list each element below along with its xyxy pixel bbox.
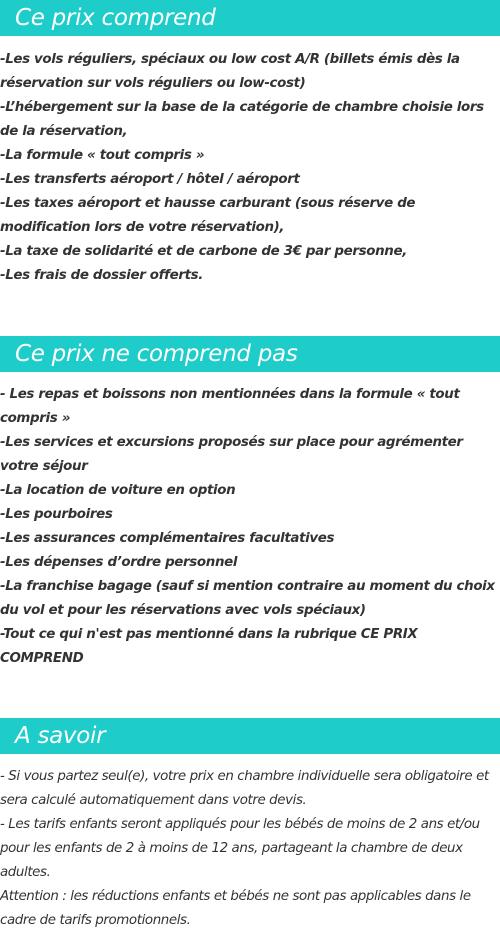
section-header-ce-prix-comprend: Ce prix comprend bbox=[0, 0, 500, 36]
list-item: -Les frais de dossier offerts. bbox=[0, 268, 203, 283]
list-item: -La taxe de solidarité et de carbone de 3€ par personne, bbox=[0, 244, 407, 259]
list-item: -Les assurances complémentaires facultatives bbox=[0, 531, 335, 546]
list-item: -L’hébergement sur la base de la catégorie de chambre choisie lors de la réservation, bbox=[0, 100, 484, 139]
info-list bbox=[0, 765, 500, 933]
included-list bbox=[0, 48, 500, 288]
list-item: -La franchise bagage (sauf si mention contraire au moment du choix du vol et pour les réservations avec vols spéciaux) bbox=[0, 579, 495, 618]
list-item: - Les tarifs enfants seront appliqués pour les bébés de moins de 2 ans et/ou pour les enfants de 2 à moins de 12 ans, partageant la chambre de deux adultes. bbox=[0, 817, 480, 880]
list-item: -La formule « tout compris » bbox=[0, 148, 205, 163]
list-item: -Les transferts aéroport / hôtel / aéroport bbox=[0, 172, 300, 187]
list-item: -Les pourboires bbox=[0, 507, 113, 522]
list-item: -Tout ce qui n'est pas mentionné dans la rubrique CE PRIX COMPREND bbox=[0, 627, 418, 666]
list-item: -Les vols réguliers, spéciaux ou low cost A/R (billets émis dès la réservation sur vols réguliers ou low-cost) bbox=[0, 52, 460, 91]
list-item: -La location de voiture en option bbox=[0, 483, 236, 498]
list-item: - Si vous partez seul(e), votre prix en chambre individuelle sera obligatoire et sera calculé automatiquement dans votre devis. bbox=[0, 769, 489, 808]
excluded-list bbox=[0, 383, 500, 671]
section-header-ce-prix-ne-comprend-pas: Ce prix ne comprend pas bbox=[0, 336, 500, 372]
list-item: -Les taxes aéroport et hausse carburant (sous réserve de modification lors de votre réservation), bbox=[0, 196, 416, 235]
list-item: -Les dépenses d’ordre personnel bbox=[0, 555, 238, 570]
section-header-a-savoir: A savoir bbox=[0, 718, 500, 754]
list-item: -Les services et excursions proposés sur place pour agrémenter votre séjour bbox=[0, 435, 463, 474]
list-item: Attention : les réductions enfants et bébés ne sont pas applicables dans le cadre de tarifs promotionnels. bbox=[0, 889, 471, 928]
list-item: - Les repas et boissons non mentionnées dans la formule « tout compris » bbox=[0, 387, 460, 426]
